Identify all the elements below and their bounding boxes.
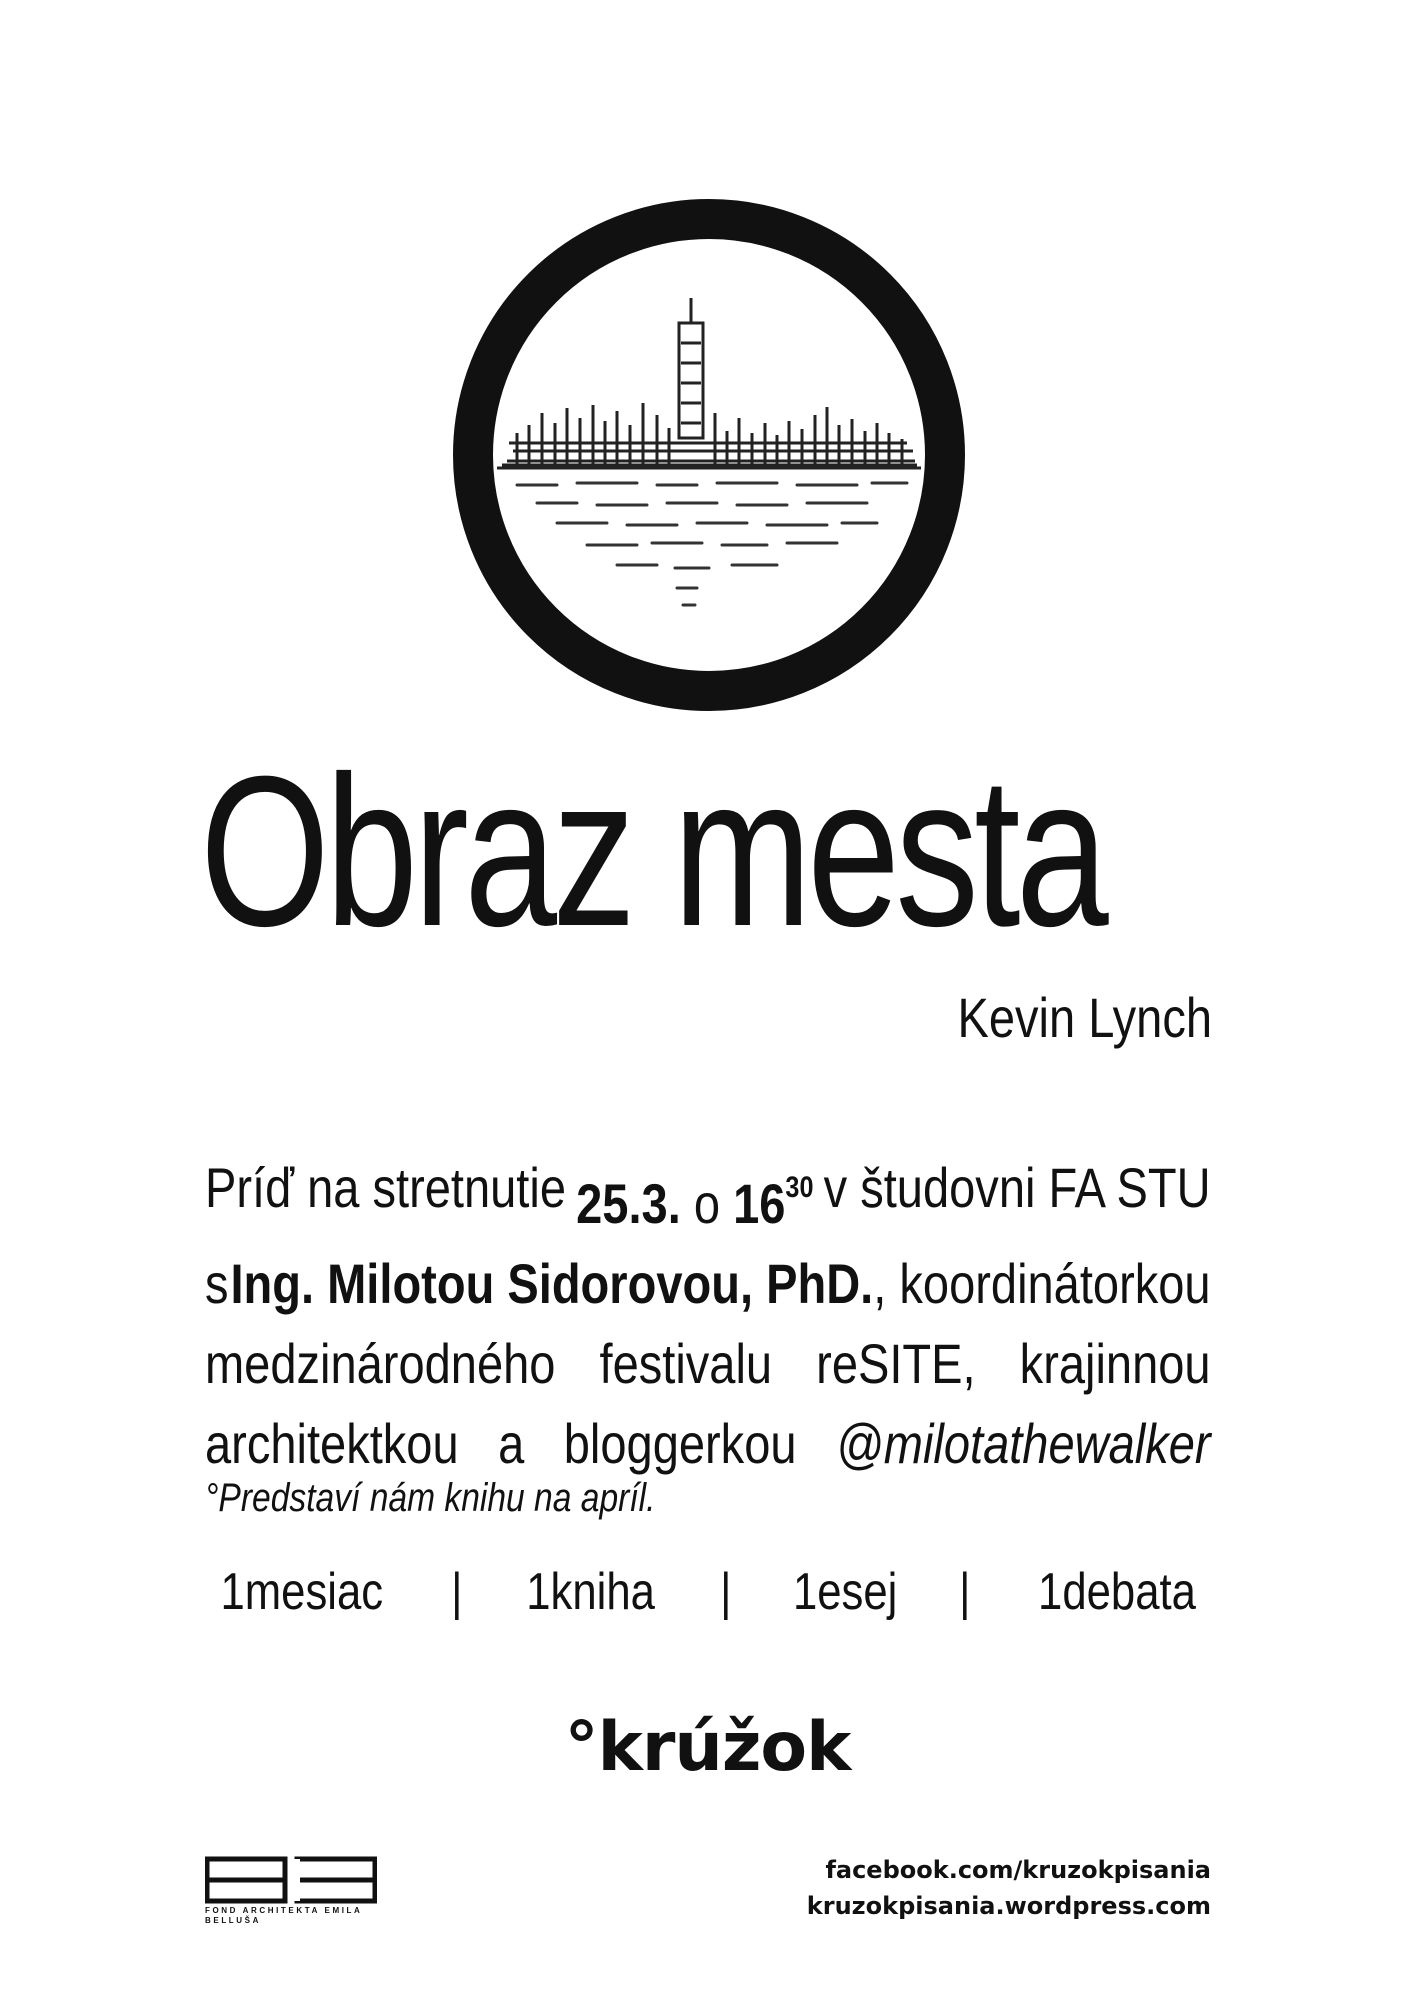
facebook-link[interactable]: facebook.com/kruzokpisania — [825, 1856, 1211, 1884]
guest-role: , koordinátorkou — [873, 1252, 1211, 1315]
motto-item: 1kniha — [526, 1563, 656, 1621]
guest-handle: @milotathewalker — [836, 1412, 1211, 1475]
line3-word: medzinárodného — [205, 1332, 556, 1395]
invitation-line-1 — [205, 1148, 1211, 1244]
line4-word: architektkou — [205, 1412, 459, 1475]
motto-item: 1mesiac — [220, 1563, 384, 1621]
guest-name: Ing. Milotou Sidorovou, PhD. — [230, 1252, 874, 1315]
event-date: 25.3. — [576, 1172, 681, 1235]
kruzok-brand: °krúžok — [564, 1708, 851, 1787]
guest-prefix: s — [205, 1252, 229, 1315]
next-book-note: °Predstaví nám knihu na apríl. — [205, 1476, 656, 1520]
line4-word: a — [498, 1412, 525, 1475]
line3-word: krajinnou — [1019, 1332, 1211, 1395]
event-hour: 16 — [733, 1172, 786, 1235]
book-author: Kevin Lynch — [957, 986, 1212, 1049]
motto-separator: | — [450, 1563, 463, 1621]
invitation-intro: Príď na stretnutie — [205, 1156, 566, 1219]
motto-item: 1debata — [1038, 1563, 1196, 1621]
invitation-line-4 — [205, 1404, 1211, 1484]
event-minutes: 30 — [785, 1171, 814, 1204]
fund-logo-text: FOND ARCHITEKTA EMILA BELLUŠA — [205, 1906, 363, 1925]
line3-word: reSITE, — [816, 1332, 976, 1395]
event-time-prefix: o — [693, 1172, 721, 1235]
invitation-line-3 — [205, 1324, 1211, 1404]
event-place: v študovni FA STU — [823, 1156, 1211, 1219]
invitation-line-2 — [205, 1244, 1211, 1324]
skyline-circle-logo — [447, 193, 971, 717]
motto-separator: | — [959, 1563, 971, 1621]
web-links — [807, 1852, 1211, 1924]
event-datetime — [576, 1148, 813, 1244]
invitation-text — [205, 1148, 1211, 1484]
line4-word: bloggerkou — [563, 1412, 797, 1475]
motto-item: 1esej — [793, 1563, 898, 1621]
book-title: Obraz mesta — [200, 732, 1104, 971]
wordpress-link[interactable]: kruzokpisania.wordpress.com — [806, 1892, 1211, 1920]
motto-row — [205, 1562, 1211, 1622]
motto-separator: | — [719, 1563, 731, 1621]
line3-word: festivalu — [599, 1332, 773, 1395]
